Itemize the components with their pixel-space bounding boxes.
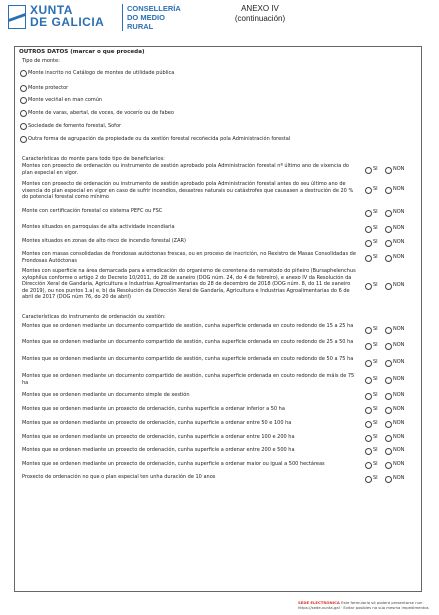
ordenacion-item-label: Montes que se ordenen mediante un documento compartido de xestión, cunha superficie ordenada en couto redondo de 15 a 25 ha: [22, 323, 354, 329]
si-label: SI: [373, 166, 378, 172]
si-label: SI: [373, 186, 378, 192]
ordenacion-item-label: Montes que se ordenen mediante un proxecto de ordenación, cunha superficie a ordenar maior ou igual a 500 hectáreas: [22, 461, 325, 467]
tipo-monte-radio[interactable]: [20, 110, 27, 117]
si-label: SI: [373, 342, 378, 348]
si-radio[interactable]: [365, 255, 372, 262]
tipo-monte-radio[interactable]: [20, 136, 27, 143]
ordenacion-item-label: Montes que se ordenen mediante un proxecto de ordenación, cunha superficie a ordenar entre 200 e 500 ha: [22, 447, 295, 453]
ordenacion-item-label: Montes que se ordenen mediante un proxecto de ordenación, cunha superficie a ordenar entre 50 e 100 ha: [22, 420, 292, 426]
ordenacion-item-label: Montes que se ordenen mediante un documento compartido de xestión, cunha superficie ordenada en couto redondo de 25 a 50 ha: [22, 339, 354, 345]
si-label: SI: [373, 420, 378, 426]
tipo-monte-radio[interactable]: [20, 85, 27, 92]
si-radio[interactable]: [365, 448, 372, 455]
ordenacion-item-label: Montes que se ordenen mediante un documento compartido de xestión, cunha superficie ordenada en couto redondo de 50 a 75 ha: [22, 356, 354, 362]
galicia-flag-icon: [8, 5, 26, 29]
ordenacion-item-label: Proxecto de ordenación no que o plan especial ten unha duración de 10 anos: [22, 474, 216, 480]
non-radio[interactable]: [385, 283, 392, 290]
si-radio[interactable]: [365, 476, 372, 483]
non-label: NON: [393, 359, 405, 365]
non-label: NON: [393, 209, 405, 215]
si-label: SI: [373, 376, 378, 382]
non-radio[interactable]: [385, 476, 392, 483]
tipo-monte-option-label: Monte veciñal en man común: [28, 97, 103, 103]
sede-label: SEDE ELECTRÓNICA: [298, 600, 340, 605]
non-radio[interactable]: [385, 255, 392, 262]
si-label: SI: [373, 434, 378, 440]
footer-text1: Este formulario só poderá presentarse nun: [341, 600, 423, 605]
non-radio[interactable]: [385, 421, 392, 428]
si-label: SI: [373, 475, 378, 481]
ordenacion-item-label: Montes que se ordenen mediante un proxecto de ordenación, cunha superficie a ordenar entre 100 e 200 ha: [22, 434, 295, 440]
si-radio[interactable]: [365, 360, 372, 367]
header: [0, 0, 439, 40]
non-label: NON: [393, 420, 405, 426]
tipo-monte-option-label: Monte protector: [28, 85, 69, 91]
anexo-title: ANEXO IV: [241, 4, 279, 13]
non-label: NON: [393, 376, 405, 382]
non-label: NON: [393, 282, 405, 288]
tipo-monte-option-label: Sociedade de fomento forestal, Sofor: [28, 123, 122, 129]
non-label: NON: [393, 326, 405, 332]
caracteristicas-item-label: Montes situados en zonas de alto risco de incendio forestal (ZAR): [22, 238, 186, 244]
non-radio[interactable]: [385, 210, 392, 217]
brand-line1: XUNTA: [30, 3, 73, 17]
non-radio[interactable]: [385, 448, 392, 455]
si-radio[interactable]: [365, 283, 372, 290]
si-radio[interactable]: [365, 421, 372, 428]
si-label: SI: [373, 254, 378, 260]
non-label: NON: [393, 342, 405, 348]
si-label: SI: [373, 461, 378, 467]
si-radio[interactable]: [365, 343, 372, 350]
si-label: SI: [373, 447, 378, 453]
si-radio[interactable]: [365, 377, 372, 384]
si-radio[interactable]: [365, 327, 372, 334]
non-radio[interactable]: [385, 393, 392, 400]
non-label: NON: [393, 186, 405, 192]
tipo-monte-option-label: Monte inscrito no Catálogo de montes de utilidade pública: [28, 70, 175, 76]
caracteristicas-item-label: Montes situados en parroquias de alta actividade incendiaria: [22, 224, 175, 230]
si-radio[interactable]: [365, 462, 372, 469]
caracteristicas-item-label: Montes con superficie na área demarcada para a erradicación do organismo de corentena do nematodo do piñeiro (Bursaphelenchus xylophilus conforme o artigo 2 do Decreto 10/2011, do 28 de xaneiro (DOG núm. 24, do 4 de febreiro), e anexo IV da Resolución da Dirección Xeral de Gandaría, Agricultura e Industrias Agroalimentarias do 28 de decembro de 2018 (DOG núm. 8, do 11 de xaneiro de 2019), ou nos puntos 1.a) e, b) da Resolución da Dirección Xeral de Gandaría, Agricultura e Industrias Agroalimentarias do 6 de abril de 2017 (DOG núm 76, do 20 de abril): [22, 268, 356, 301]
si-radio[interactable]: [365, 240, 372, 247]
ordenacion-item-label: Montes que se ordenen mediante un documento simple de xestión: [22, 392, 190, 398]
ordenacion-title: Características do instrumento de ordenación ou xestión:: [22, 314, 166, 320]
non-label: NON: [393, 225, 405, 231]
non-radio[interactable]: [385, 226, 392, 233]
non-radio[interactable]: [385, 187, 392, 194]
anexo-subtitle: (continuación): [234, 14, 286, 23]
tipo-monte-option-label: Outra forma de agrupación da propiedade ou da xestión forestal recoñecida pola Administración forestal: [28, 136, 291, 142]
non-radio[interactable]: [385, 167, 392, 174]
non-radio[interactable]: [385, 407, 392, 414]
department-name: [122, 4, 181, 31]
non-radio[interactable]: [385, 360, 392, 367]
tipo-monte-label: Tipo de monte:: [22, 58, 60, 64]
si-label: SI: [373, 225, 378, 231]
section-title: OUTROS DATOS (marcar o que proceda): [19, 49, 145, 55]
si-radio[interactable]: [365, 167, 372, 174]
tipo-monte-radio[interactable]: [20, 70, 27, 77]
non-label: NON: [393, 447, 405, 453]
si-label: SI: [373, 282, 378, 288]
dept-line3: RURAL: [127, 22, 154, 31]
anexo-heading: [200, 4, 320, 24]
non-radio[interactable]: [385, 240, 392, 247]
footer: [298, 600, 433, 610]
si-radio[interactable]: [365, 210, 372, 217]
si-label: SI: [373, 359, 378, 365]
si-label: SI: [373, 326, 378, 332]
tipo-monte-radio[interactable]: [20, 123, 27, 130]
si-radio[interactable]: [365, 435, 372, 442]
caracteristicas-item-label: Montes con proxecto de ordenación ou instrumento de xestión aprobado pola Administración forestal antes do seu último ano de vixencia do plan especial en vigor en caso de sufrir incendios, desastres naturais ou catástrofes que causasen a destrución de 20 % do potencial forestal como mínimo: [22, 181, 354, 201]
non-label: NON: [393, 406, 405, 412]
non-label: NON: [393, 166, 405, 172]
si-radio[interactable]: [365, 226, 372, 233]
tipo-monte-option-label: Monte de varas, abertal, de voces, de vocerío ou de fabeo: [28, 110, 174, 116]
ordenacion-item-label: Montes que se ordenen mediante un documento compartido de xestión, cunha superficie ordenada en couto redondo de máis de 75 ha: [22, 373, 355, 386]
xunta-logo: [8, 4, 104, 29]
non-label: NON: [393, 392, 405, 398]
caracteristicas-item-label: Montes con proxecto de ordenación ou instrumento de xestión aprobado pola Administración forestal nº último ano de vixencia do plan especial en vigor.: [22, 163, 349, 176]
caracteristicas-item-label: Monte con certificación forestal co sistema PEFC ou FSC: [22, 208, 163, 214]
non-label: NON: [393, 434, 405, 440]
si-radio[interactable]: [365, 187, 372, 194]
ordenacion-item-label: Montes que se ordenen mediante un proxecto de ordenación, cunha superficie a ordenar inferior a 50 ha: [22, 406, 285, 412]
non-radio[interactable]: [385, 462, 392, 469]
non-label: NON: [393, 461, 405, 467]
brand-line2: DE GALICIA: [30, 15, 105, 29]
non-radio[interactable]: [385, 377, 392, 384]
si-label: SI: [373, 209, 378, 215]
si-label: SI: [373, 392, 378, 398]
non-label: NON: [393, 254, 405, 260]
non-label: NON: [393, 239, 405, 245]
si-label: SI: [373, 239, 378, 245]
caracteristicas-title: Características do monte para todo tipo de beneficiarios:: [22, 156, 165, 162]
dept-line2: DO MEDIO: [127, 13, 165, 22]
caracteristicas-item-label: Montes con masas consolidadas de frondosas autóctonas frescas, ou en proceso de inscrición, no Rexistro de Masas Consolidadas de Frondosas Autóctonas: [22, 251, 356, 264]
tipo-monte-radio[interactable]: [20, 97, 27, 104]
non-radio[interactable]: [385, 343, 392, 350]
dept-line1: CONSELLERÍA: [127, 4, 181, 13]
footer-text2: https://sede.xunta.gal · Evitar posibles na súa mesma impedimentos: [298, 605, 429, 610]
non-radio[interactable]: [385, 435, 392, 442]
si-radio[interactable]: [365, 407, 372, 414]
si-label: SI: [373, 406, 378, 412]
non-label: NON: [393, 475, 405, 481]
si-radio[interactable]: [365, 393, 372, 400]
non-radio[interactable]: [385, 327, 392, 334]
